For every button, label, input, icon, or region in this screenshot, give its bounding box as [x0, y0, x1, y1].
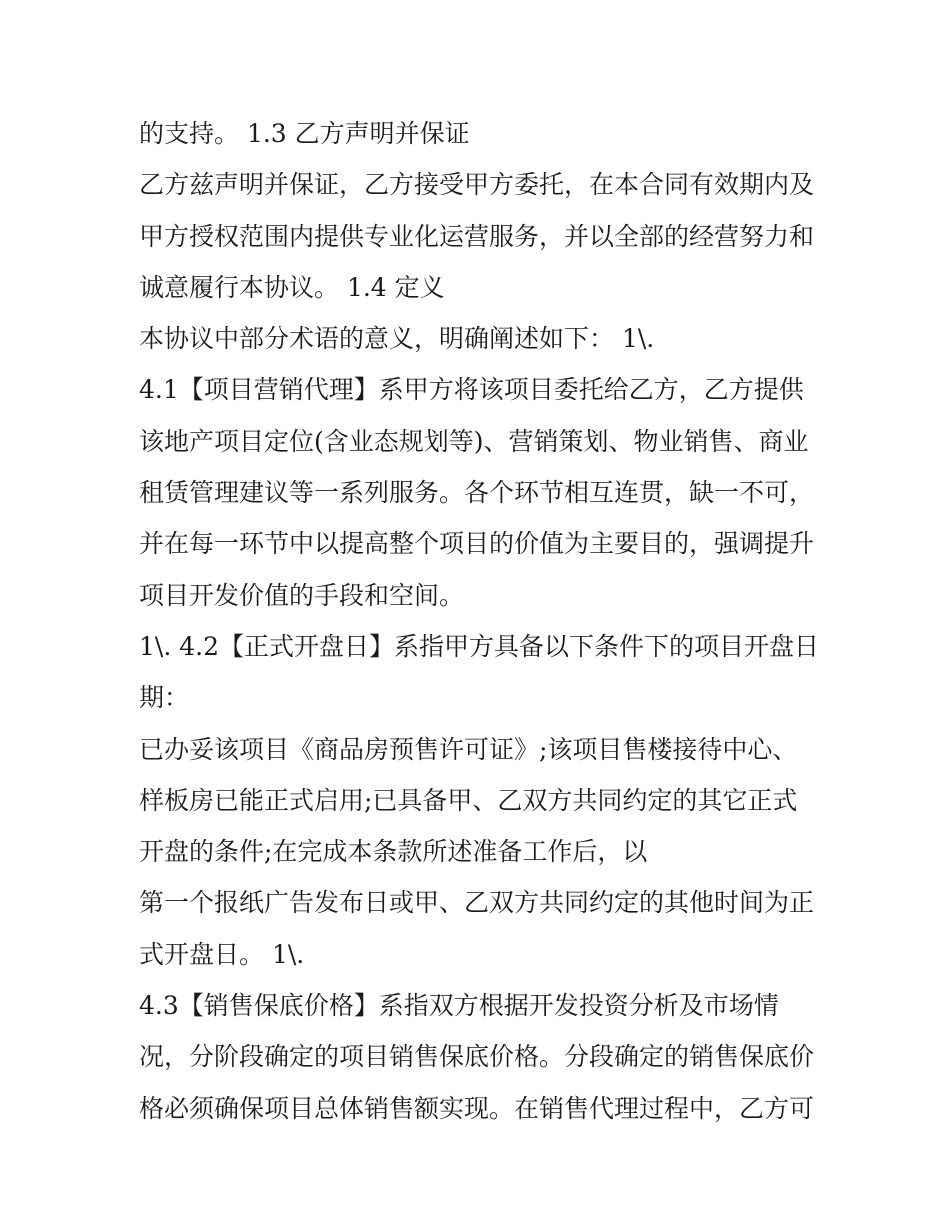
text-line: 第一个报纸广告发布日或甲、乙双方共同约定的其他时间为正	[139, 888, 815, 918]
text-line: 诚意履行本协议。 1.4 定义	[139, 272, 445, 302]
document-body	[139, 108, 839, 1134]
text-line: 格必须确保项目总体销售额实现。在销售代理过程中，乙方可	[139, 1093, 815, 1123]
text-line: 该地产项目定位(含业态规划等)、营销策划、物业销售、商业	[139, 426, 809, 456]
text-line: 本协议中部分术语的意义，明确阐述如下： 1\.	[139, 324, 655, 354]
text-line: 开盘的条件;在完成本条款所述准备工作后，以	[139, 837, 648, 867]
text-line: 况，分阶段确定的项目销售保底价格。分段确定的销售保底价	[139, 1042, 815, 1072]
text-line: 租赁管理建议等一系列服务。各个环节相互连贯，缺一不可，	[139, 478, 815, 508]
text-line: 并在每一环节中以提高整个项目的价值为主要目的，强调提升	[139, 529, 815, 559]
text-line: 样板房已能正式启用;已具备甲、乙双方共同约定的其它正式	[139, 785, 798, 815]
text-line: 已办妥该项目《商品房预售许可证》;该项目售楼接待中心、	[139, 734, 798, 764]
text-line: 4.3【销售保底价格】系指双方根据开发投资分析及市场情	[139, 991, 779, 1021]
text-line: 4.1【项目营销代理】系甲方将该项目委托给乙方，乙方提供	[139, 375, 804, 405]
text-line: 期：	[139, 683, 190, 713]
text-line: 1\. 4.2【正式开盘日】系指甲方具备以下条件下的项目开盘日	[139, 631, 819, 661]
text-line: 乙方兹声明并保证，乙方接受甲方委托，在本合同有效期内及	[139, 170, 815, 200]
text-line: 甲方授权范围内提供专业化运营服务，并以全部的经营努力和	[139, 221, 815, 251]
text-line: 式开盘日。 1\.	[139, 939, 305, 969]
text-line: 的支持。 1.3 乙方声明并保证	[139, 119, 470, 148]
text-line: 项目开发价值的手段和空间。	[139, 580, 465, 610]
